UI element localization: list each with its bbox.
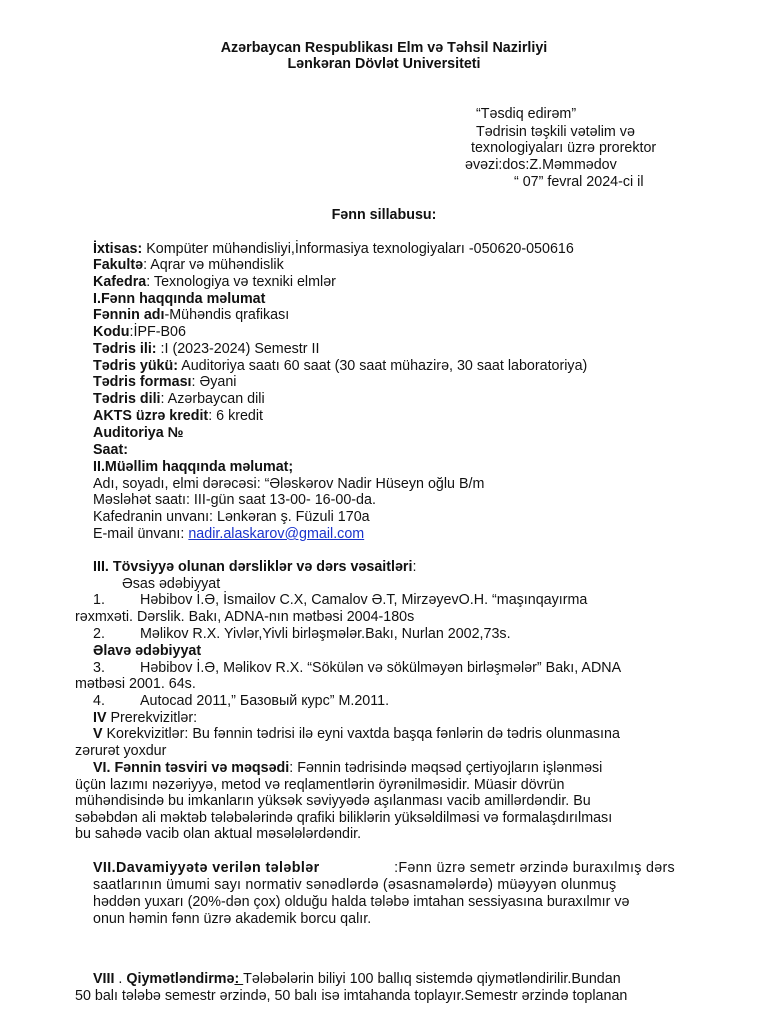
- document-title: Fənn sillabusu:: [331, 207, 437, 223]
- section-3-heading: III. Tövsiyyə olunan dərsliklər və dərs vəsaitləri:: [93, 559, 417, 575]
- section-7-line-4: onun həmin fənn üzrə akademik borcu qalır.: [93, 911, 372, 927]
- lit-item-1-line-1: Həbibov İ.Ə, İsmailov C.X, Camalov Ə.T, MirzəyevO.H. “maşınqayırma: [140, 592, 588, 608]
- lit-item-3-line-2: mətbəsi 2001. 64s.: [75, 676, 196, 692]
- university-title: Lənkəran Dövlət Universiteti: [287, 56, 481, 72]
- section-6-line-1: VI. Fənnin təsviri və məqsədi: Fənnin tədrisində məqsəd çertiyojların işlənməsi: [93, 760, 603, 776]
- course-name-line: Fənnin adı-Mühəndis qrafikası: [93, 307, 290, 323]
- approval-line-1: “Təsdiq edirəm”: [476, 106, 577, 122]
- teacher-name-line: Adı, soyadı, elmi dərəcəsi: “Ələskərov Nadir Hüseyn oğlu B/m: [93, 476, 485, 492]
- lit-item-3-number: 3.: [93, 660, 105, 676]
- faculty-line: Fakultə: Aqrar və mühəndislik: [93, 257, 284, 273]
- section-8-line-1: VIII . Qiymətləndirmə: Tələbələrin biliyi 100 ballıq sistemdə qiymətləndirilir.Bundan: [93, 971, 621, 987]
- email-link[interactable]: nadir.alaskarov@gmail.com: [188, 526, 365, 542]
- section-6-line-4: səbəbdən ali məktəb tələbələrində qrafiki biliklərin yüksəldilməsi və formalaşdırılması: [75, 810, 613, 826]
- department-address-line: Kafedranin unvanı: Lənkəran ş. Füzuli 170a: [93, 509, 370, 525]
- lit-item-3-line-1: Həbibov İ.Ə, Məlikov R.X. “Sökülən və sökülməyən birləşmələr” Bakı, ADNA: [140, 660, 622, 676]
- section-6-line-5: bu sahədə vacib olan aktual məsələlərdəndir.: [75, 826, 362, 842]
- approval-line-2: Tədrisin təşkili vətəlim və: [476, 124, 635, 140]
- approval-line-3: texnologiyaları üzrə prorektor: [471, 140, 657, 156]
- lit-item-1-line-2: rəxmxəti. Dərslik. Bakı, ADNA-nın mətbəsi 2004-180s: [75, 609, 415, 625]
- hour-line: Saat:: [93, 442, 128, 458]
- section-5-line-2: zərurət yoxdur: [75, 743, 167, 759]
- section-6-line-2: üçün lazımı nəzəriyyə, metod və reqlamentlərin öyrənilməsidir. Müasir dövrün: [75, 777, 565, 793]
- section-7-line-3: həddən yuxarı (20%-dən çox) olduğu halda tələbə imtahan sessiyasına buraxılmır və: [93, 894, 630, 910]
- ministry-title: Azərbaycan Respublikası Elm və Təhsil Nazirliyi: [220, 40, 548, 56]
- teaching-form-line: Tədris forması: Əyani: [93, 374, 237, 390]
- teaching-language-line: Tədris dili: Azərbaycan dili: [93, 391, 265, 407]
- section-2-heading: II.Müəllim haqqında məlumat;: [93, 459, 294, 475]
- approval-line-4: əvəzi:dos:Z.Məmmədov: [465, 157, 617, 173]
- main-literature-label: Əsas ədəbiyyat: [122, 576, 221, 592]
- lit-item-2-line-1: Məlikov R.X. Yivlər,Yivli birləşmələr.Bakı, Nurlan 2002,73s.: [140, 626, 511, 642]
- section-1-heading: I.Fənn haqqında məlumat: [93, 291, 266, 307]
- approval-date: “ 07” fevral 2024-ci il: [514, 174, 644, 190]
- section-8-line-2: 50 balı tələbə semestr ərzində, 50 balı isə imtahanda toplayır.Semestr ərzində toplanan: [75, 988, 628, 1004]
- extra-literature-label: Əlavə ədəbiyyat: [93, 643, 202, 659]
- section-7-line-2: saatlarının ümumi sayı normativ sənədlərdə (əsasnamələrdə) müəyyən olunmuş: [93, 877, 617, 893]
- specialty-line: İxtisas: Kompüter mühəndisliyi,İnformasiya texnologiyaları -050620-050616: [93, 241, 574, 257]
- credit-line: AKTS üzrə kredit: 6 kredit: [93, 408, 264, 424]
- section-5-line-1: V Korekvizitlər: Bu fənnin tədrisi ilə eyni vaxtda başqa fənlərin də tədris olunmasına: [93, 726, 620, 742]
- department-line: Kafedra: Texnologiya və texniki elmlər: [93, 274, 336, 290]
- lit-item-4-number: 4.: [93, 693, 105, 709]
- section-7-line-1: VII.Davamiyyətə verilən tələblər :Fənn üzrə semetr ərzində buraxılmış dərs: [93, 860, 675, 876]
- section-6-line-3: mühəndisində bu imkanların yüksək səviyyədə aşılanması vacib amillərdəndir. Bu: [75, 793, 591, 809]
- section-4-line: IV Prerekvizitlər:: [93, 710, 198, 726]
- auditorium-line: Auditoriya №: [93, 425, 184, 441]
- lit-item-2-number: 2.: [93, 626, 105, 642]
- lit-item-4-line-1: Autocad 2011,” Базовый курс” М.2011.: [140, 693, 390, 709]
- course-code-line: Kodu:İPF-B06: [93, 324, 186, 340]
- consult-hours-line: Məsləhət saatı: III-gün saat 13-00- 16-00-da.: [93, 492, 376, 508]
- lit-item-1-number: 1.: [93, 592, 105, 608]
- academic-year-line: Tədris ili: :I (2023-2024) Semestr II: [93, 341, 320, 357]
- teaching-load-line: Tədris yükü: Auditoriya saatı 60 saat (30 saat mühazirə, 30 saat laboratoriya): [93, 358, 588, 374]
- email-line: E-mail ünvanı: nadir.alaskarov@gmail.com: [93, 526, 365, 542]
